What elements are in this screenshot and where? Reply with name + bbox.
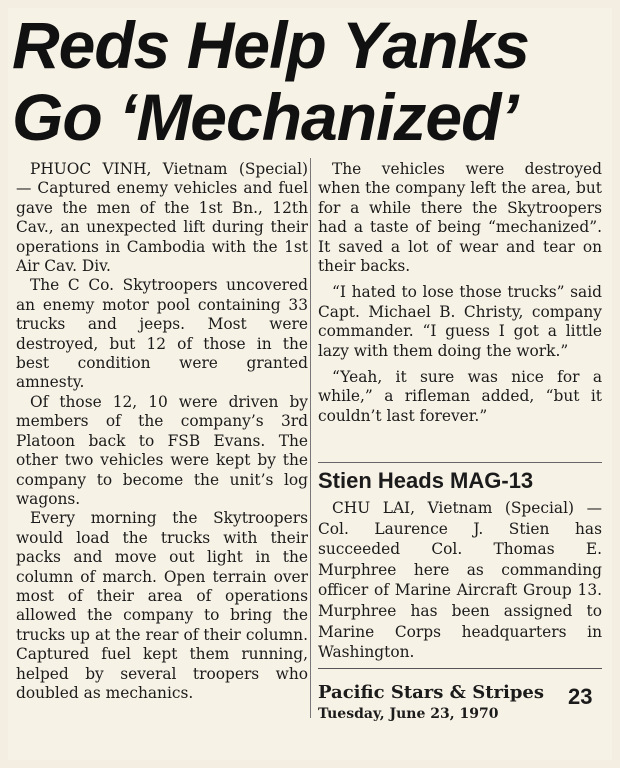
- publication-date: Tuesday, June 23, 1970: [318, 706, 499, 722]
- headline-line-2: Go ‘Mechanized’: [12, 80, 518, 154]
- article-right-column: [318, 160, 602, 426]
- paragraph: Of those 12, 10 were driven by members of the company’s 3rd Platoon back to FSB Evans. The other two vehicles were kept by the company to become the unit’s log wagons.: [16, 392, 308, 508]
- paragraph: Every morning the Skytroopers would load the trucks with their packs and move out light in the column of march. Open terrain over most of their area of operations allowed the company to bring the trucks up at the rear of their column. Captured fuel kept them running, helped by several troopers who doubled as mechanics.: [16, 509, 308, 702]
- paragraph: PHUOC VINH, Vietnam (Special) — Captured enemy vehicles and fuel gave the men of the 1st Bn., 12th Cav., an unexpected lift during their operations in Cambodia with the 1st Air Cav. Div.: [16, 160, 308, 276]
- paragraph: “I hated to lose those trucks” said Capt. Michael B. Christy, company commander. “I guess I got a little lazy with them doing the work.”: [318, 283, 602, 360]
- paragraph: “Yeah, it sure was nice for a while,” a rifleman added, “but it couldn’t last forever.”: [318, 368, 602, 425]
- second-article-body: [318, 498, 602, 663]
- headline-line-1: Reds Help Yanks: [12, 8, 529, 82]
- article-left-column: [16, 160, 308, 703]
- paragraph: CHU LAI, Vietnam (Special) — Col. Laurence J. Stien has succeeded Col. Thomas E. Murphree here as commanding officer of Marine Aircraft Group 13. Murphree has been assigned to Marine Corps headquarters in Washington.: [318, 499, 602, 662]
- paragraph: The C Co. Skytroopers uncovered an enemy motor pool containing 33 trucks and jeeps. Most were destroyed, but 12 of those in the best condition were granted amnesty.: [16, 276, 308, 392]
- column-divider: [310, 158, 311, 718]
- footer-divider: [318, 668, 602, 669]
- newspaper-name: Pacific Stars & Stripes: [318, 682, 545, 703]
- paragraph: The vehicles were destroyed when the company left the area, but for a while there the Skytroopers had a taste of being “mechanized”. It saved a lot of wear and tear on their backs.: [318, 160, 602, 276]
- page-number: 23: [568, 684, 593, 709]
- second-article-headline: Stien Heads MAG-13: [318, 462, 602, 495]
